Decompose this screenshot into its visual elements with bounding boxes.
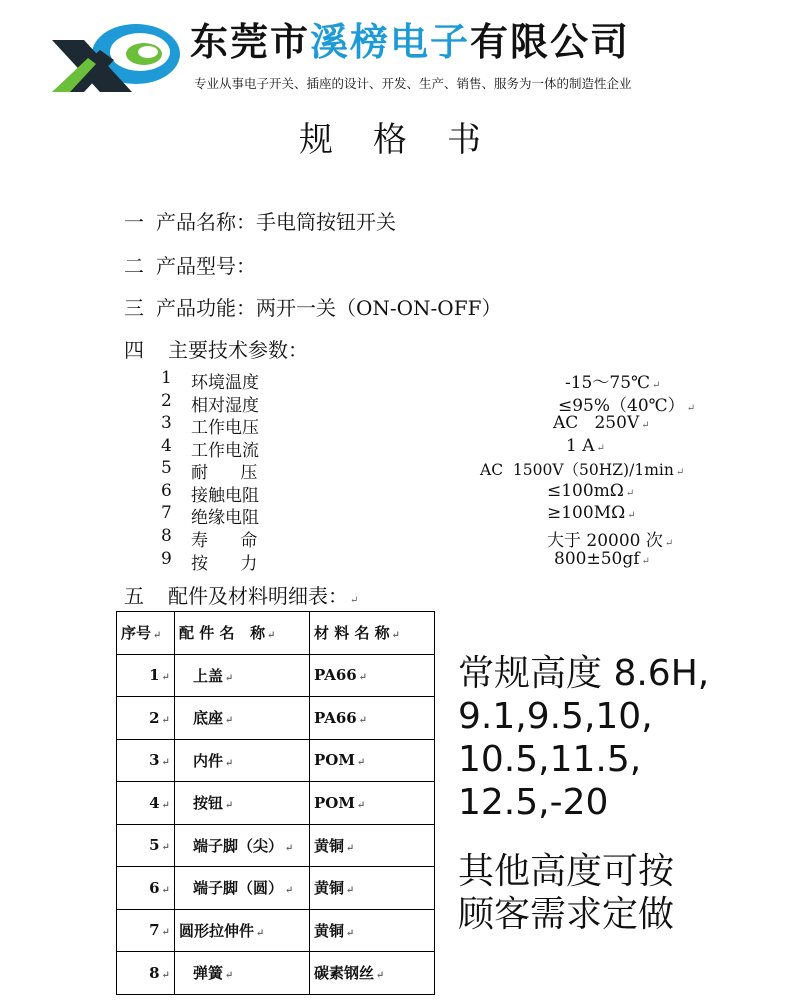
company-name	[190, 14, 630, 70]
section-text: 配件及材料明细表：	[168, 584, 348, 608]
table-row	[117, 952, 435, 995]
cell-material: POM ↵	[310, 782, 435, 825]
cell-material: PA66 ↵	[310, 697, 435, 740]
parameter-number: 1	[161, 368, 172, 388]
parameter-name: 环境温度	[191, 373, 259, 393]
cell-material: POM ↵	[310, 739, 435, 782]
cell-part: 按钮 ↵	[175, 782, 310, 825]
section-text: 产品名称：手电筒按钮开关	[156, 210, 396, 234]
parameter-row	[0, 503, 800, 528]
section-number: 三	[124, 296, 144, 320]
cell-serial: 1 ↵	[117, 654, 175, 697]
parameter-row	[0, 458, 800, 483]
parameter-value: 1 A ↵	[566, 436, 605, 456]
header-material-name: 材 料 名 称 ↵	[310, 612, 435, 655]
section-text: 产品功能：两开一关（ON-ON-OFF）	[156, 296, 502, 320]
parameter-row	[0, 368, 800, 393]
parameter-number: 4	[161, 436, 172, 456]
note-line: 10.5,11.5,	[458, 739, 642, 780]
document-title: 规格书	[299, 120, 521, 160]
cell-part: 圆形拉伸件 ↵	[175, 909, 310, 952]
parameter-value: 大于 20000 次 ↵	[547, 531, 674, 551]
cell-part: 底座 ↵	[175, 697, 310, 740]
cell-serial: 3 ↵	[117, 739, 175, 782]
parameter-number: 9	[161, 549, 172, 569]
parameter-name: 接触电阻	[191, 486, 259, 506]
cell-material: PA66 ↵	[310, 654, 435, 697]
parameter-row	[0, 413, 800, 438]
parameter-number: 7	[161, 503, 172, 523]
company-name-prefix: 东莞市	[190, 20, 311, 64]
parts-material-table	[116, 611, 435, 995]
cell-material: 黄铜 ↵	[310, 824, 435, 867]
company-logo	[44, 10, 184, 100]
table-row	[117, 697, 435, 740]
parameter-value: AC 1500V（50HZ)/1min ↵	[480, 461, 685, 479]
header-part-name: 配 件 名 称 ↵	[175, 612, 310, 655]
section-parts-table: 五 配件及材料明细表： ↵	[124, 580, 358, 609]
note-line: 9.1,9.5,10,	[458, 696, 653, 737]
cell-material: 碳素钢丝 ↵	[310, 952, 435, 995]
table-row	[117, 654, 435, 697]
note-line: 常规高度 8.6H,	[458, 653, 710, 694]
parameter-row	[0, 436, 800, 461]
section-product-function	[124, 292, 501, 321]
parameter-value: ≤100mΩ ↵	[547, 481, 635, 501]
cell-serial: 5 ↵	[117, 824, 175, 867]
section-product-model	[124, 250, 256, 279]
table-row	[117, 909, 435, 952]
parameter-value: 800±50gf ↵	[554, 549, 650, 569]
note-line: 12.5,-20	[458, 782, 609, 823]
height-options-note	[458, 652, 709, 824]
parameter-name: 工作电压	[191, 418, 259, 438]
section-number: 五	[124, 584, 144, 608]
parameter-row	[0, 391, 800, 416]
cell-material: 黄铜 ↵	[310, 909, 435, 952]
company-name-suffix: 有限公司	[470, 20, 631, 64]
section-number: 二	[124, 254, 144, 278]
parameter-number: 5	[161, 458, 172, 478]
table-row	[117, 782, 435, 825]
parameter-number: 2	[161, 391, 172, 411]
parameter-name: 按 力	[191, 554, 258, 574]
company-name-highlight: 溪榜电子	[310, 20, 471, 64]
section-text: 主要技术参数：	[168, 338, 308, 362]
table-row	[117, 824, 435, 867]
header-serial: 序号 ↵	[117, 612, 175, 655]
parameter-value: ≤95%（40℃） ↵	[558, 396, 696, 416]
cell-material: 黄铜 ↵	[310, 867, 435, 910]
table-row	[117, 867, 435, 910]
parameter-name: 相对湿度	[191, 396, 259, 416]
parameter-number: 8	[161, 526, 172, 546]
parameter-row	[0, 549, 800, 574]
parameter-value: -15～75℃ ↵	[565, 373, 661, 393]
cell-serial: 8 ↵	[117, 952, 175, 995]
parameter-name: 耐 压	[191, 463, 258, 483]
parameter-number: 3	[161, 413, 172, 433]
cell-serial: 6 ↵	[117, 867, 175, 910]
parameter-row	[0, 481, 800, 506]
table-row	[117, 739, 435, 782]
section-number: 四	[124, 338, 144, 362]
cell-part: 弹簧 ↵	[175, 952, 310, 995]
cell-serial: 4 ↵	[117, 782, 175, 825]
parameter-row	[0, 526, 800, 551]
parameter-number: 6	[161, 481, 172, 501]
cell-serial: 2 ↵	[117, 697, 175, 740]
parameter-value: ≥100MΩ ↵	[547, 503, 636, 523]
note-line: 顾客需求定做	[458, 894, 675, 935]
section-product-name	[124, 206, 396, 235]
parameter-name: 绝缘电阻	[191, 508, 259, 528]
cell-part: 内件 ↵	[175, 739, 310, 782]
parameter-name: 寿 命	[191, 531, 258, 551]
section-text: 产品型号：	[156, 254, 256, 278]
table-header-row	[117, 612, 435, 655]
cell-part: 端子脚（尖） ↵	[175, 824, 310, 867]
cell-part: 上盖 ↵	[175, 654, 310, 697]
section-number: 一	[124, 210, 144, 234]
cell-serial: 7 ↵	[117, 909, 175, 952]
cell-part: 端子脚（圆） ↵	[175, 867, 310, 910]
note-line: 其他高度可按	[458, 851, 675, 892]
custom-order-note	[458, 850, 674, 936]
company-slogan: 专业从事电子开关、插座的设计、开发、生产、销售、服务为一体的制造性企业	[194, 76, 632, 91]
parameter-value: AC 250V ↵	[553, 413, 650, 433]
parameter-name: 工作电流	[191, 441, 259, 461]
section-tech-params	[124, 334, 308, 363]
